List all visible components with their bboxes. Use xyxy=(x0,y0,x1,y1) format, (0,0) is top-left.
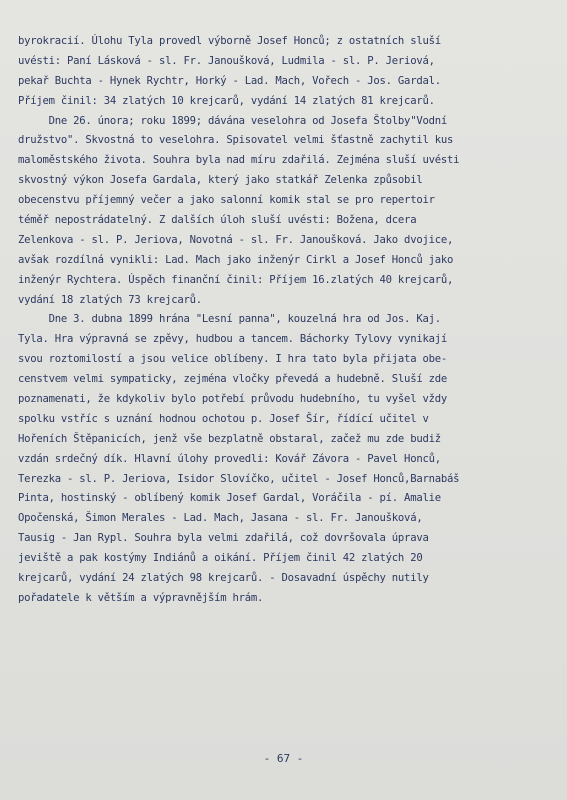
text-line: Zelenkova - sl. P. Jeriova, Novotná - sl. Fr. Janoušková. Jako dvojice, xyxy=(18,233,454,246)
page-number: - 67 - xyxy=(263,752,304,765)
text-line: inženýr Rychtera. Úspěch finanční činil: Příjem 16.zlatých 40 krejcarů, xyxy=(18,273,454,286)
text-line: byrokracií. Úlohu Tyla provedl výborně Josef Honců; z ostatních sluší xyxy=(18,35,441,47)
text-line: avšak rozdílná vynikli: Lad. Mach jako inženýr Cirkl a Josef Honců jako xyxy=(18,253,454,266)
text-line: Tausig - Jan Rypl. Souhra byla velmi zdařilá, což dovršovala úprava xyxy=(18,532,429,545)
text-line: pekař Buchta - Hynek Rychtr, Horký - Lad. Mach, Vořech - Jos. Gardal. xyxy=(18,74,441,87)
text-line: Pinta, hostinský - oblíbený komik Josef Gardal, Voráčila - pí. Amalie xyxy=(18,492,441,505)
text-line: obecenstvu příjemný večer a jako salonní komik stal se pro repertoir xyxy=(18,194,435,207)
text-line: poznamenati, že kdykoliv bylo potřebí průvodu hudebního, tu vyšel vždy xyxy=(18,393,447,406)
text-line: Tyla. Hra výpravná se zpěvy, hudbou a tancem. Báchorky Tylovy vynikají xyxy=(18,333,447,346)
text-line: pořadatele k větším a výpravnějším hrám. xyxy=(18,591,264,604)
text-line: jeviště a pak kostýmy Indiánů a oikání. Příjem činil 42 zlatých 20 xyxy=(18,552,423,565)
text-line: svou roztomilostí a jsou velice oblíbeny. I hra tato byla přijata obe- xyxy=(18,353,447,366)
text-line: uvésti: Paní Lásková - sl. Fr. Janoušková, Ludmila - sl. P. Jeriová, xyxy=(18,54,435,67)
text-line: Dne 3. dubna 1899 hrána "Lesní panna", kouzelná hra od Jos. Kaj. xyxy=(18,313,441,326)
text-line: spolku vstříc s uznání hodnou ochotou p. Josef Šír, řídící učitel v xyxy=(18,412,429,425)
text-line: skvostný výkon Josefa Gardala, který jako statkář Zelenka způsobil xyxy=(18,174,423,187)
text-line: Příjem činil: 34 zlatých 10 krejcarů, vydání 14 zlatých 81 krejcarů. xyxy=(18,94,435,107)
text-line: vzdán srdečný dík. Hlavní úlohy provedli: Kovář Závora - Pavel Honců, xyxy=(18,452,441,465)
text-line: Opočenská, Šimon Merales - Lad. Mach, Jasana - sl. Fr. Janoušková, xyxy=(18,512,423,525)
text-line: krejcarů, vydání 24 zlatých 98 krejcarů. - Dosavadní úspěchy nutily xyxy=(18,572,429,585)
text-line: Dne 26. února; roku 1899; dávána veselohra od Josefa Štolby"Vodní xyxy=(18,114,447,127)
typewritten-text xyxy=(18,32,548,609)
text-line: vydání 18 zlatých 73 krejcarů. xyxy=(18,293,202,306)
text-line: Terezka - sl. P. Jeriova, Isidor Slovíčko, učitel - Josef Honců,Barnabáš xyxy=(18,472,460,485)
text-line: téměř nepostrádatelný. Z dalších úloh sluší uvésti: Božena, dcera xyxy=(18,214,417,227)
text-line: Hořeních Štěpanicích, jenž vše bezplatně obstaral, začež mu zde budiž xyxy=(18,432,441,445)
text-line: družstvo". Skvostná to veselohra. Spisovatel velmi šťastně zachytil kus xyxy=(18,134,454,147)
text-line: maloměstského života. Souhra byla nad míru zdařilá. Zejména sluší uvésti xyxy=(18,154,460,167)
text-line: censtvem velmi sympaticky, zejména vločky převedá a hudebně. Sluší zde xyxy=(18,373,447,386)
